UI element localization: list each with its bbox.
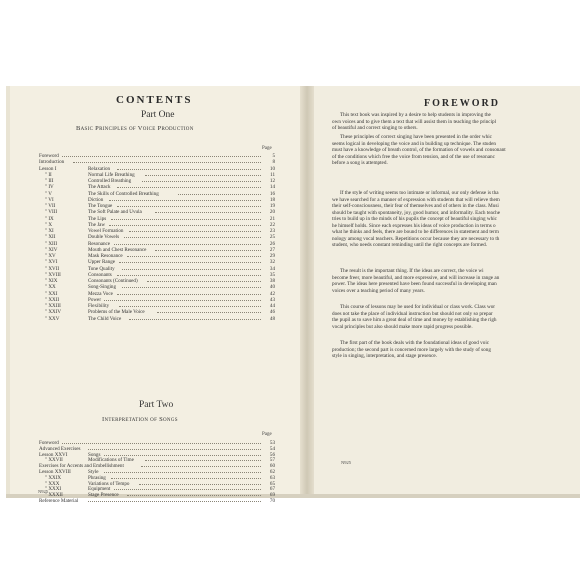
- contents-row-page: 32: [269, 259, 275, 266]
- contents-row-lesson: " XX: [45, 284, 56, 291]
- contents-row-lesson: " XVI: [45, 259, 58, 266]
- contents-row-title: Consonants: [88, 271, 112, 278]
- left-footer-code: N925: [38, 489, 48, 494]
- contents-row-lesson: " IV: [45, 184, 54, 191]
- contents-row-title: Flexibility: [88, 303, 110, 309]
- contents-row-leader: [104, 472, 261, 473]
- contents-row-lesson: " XV: [45, 253, 56, 259]
- foreword-line: voices over a teaching period of many years.: [332, 287, 425, 294]
- foreword-line: before a song is attempted.: [332, 160, 388, 167]
- contents-row-title: The Attack: [88, 184, 111, 191]
- contents-row-leader: [117, 187, 262, 188]
- contents-row-leader: [157, 312, 261, 313]
- contents-title: CONTENTS: [116, 94, 193, 106]
- foreword-paragraph: [332, 268, 578, 294]
- contents-row-lesson: " XXXII: [45, 492, 63, 499]
- contents-row-leader: [62, 443, 261, 444]
- contents-row-leader: [73, 162, 261, 163]
- contents-row-page: 70: [269, 498, 275, 504]
- contents-row-lesson: Lesson I: [39, 165, 57, 172]
- foreword-line: their self-consciousness, their fear of themselves and of others in the class. Musi: [332, 203, 499, 210]
- contents-row-leader: [88, 501, 261, 502]
- contents-row-lesson: " XIX: [45, 278, 58, 284]
- foreword-line: we have searched for a manner of expression with students that will relieve them: [332, 196, 500, 203]
- foreword-line: of beautiful and correct singing to others.: [332, 125, 418, 132]
- contents-row-title: The Lips: [88, 215, 107, 222]
- foreword-line: own voices and to give them a text that will assist them in teaching the principl: [332, 118, 497, 125]
- contents-row-title: The Soft Palate and Uvula: [88, 209, 142, 216]
- contents-row-page: 57: [269, 457, 275, 464]
- foreword-paragraph: [332, 340, 578, 360]
- foreword-paragraph: [332, 134, 578, 167]
- contents-row: [0, 178, 580, 184]
- contents-row-title: Style: [88, 469, 99, 475]
- contents-row-page: 16: [269, 190, 275, 197]
- foreword-line: style in singing, interpretation, and stage presence.: [332, 353, 438, 360]
- contents-row-title: Exercises for Accents and Embellishment: [39, 463, 124, 470]
- foreword-line: should be taught with spontaneity, joy, good humor, and informality. Each teache: [332, 209, 501, 216]
- contents-row-page: 56: [269, 451, 275, 458]
- contents-row-leader: [117, 275, 262, 276]
- contents-row-leader: [155, 250, 261, 251]
- contents-row: [0, 172, 580, 178]
- contents-row-lesson: " XII: [45, 234, 56, 241]
- contents-row-title: The Jaw: [88, 221, 106, 228]
- contents-row-lesson: " XVII: [45, 265, 60, 272]
- contents-row-leader: [178, 194, 261, 195]
- contents-row-leader: [111, 219, 261, 220]
- contents-row-page: 44: [269, 303, 275, 309]
- contents-row: [0, 259, 580, 265]
- contents-row-leader: [122, 269, 261, 270]
- foreword-line: tries to build up in the minds of his pupils the concept of beautiful singing whic: [332, 216, 497, 223]
- contents-row-title: Song-Singing: [88, 284, 117, 291]
- contents-row-page: 46: [269, 309, 275, 316]
- contents-row-title: Modifications of Time: [88, 457, 134, 464]
- contents-row-leader: [155, 212, 261, 213]
- contents-row-title: Variations of Tempo: [88, 480, 130, 487]
- contents-row-lesson: " XI: [45, 228, 54, 234]
- contents-row-title: Relaxation: [88, 165, 111, 172]
- contents-row-title: Diction: [88, 196, 104, 203]
- contents-row-page: 60: [269, 463, 275, 470]
- contents-row-leader: [109, 200, 261, 201]
- contents-row-page: 35: [269, 271, 275, 278]
- foreword-line: The first part of the book deals with the foundational ideas of good voic: [340, 340, 490, 346]
- contents-row-leader: [88, 449, 261, 450]
- contents-row: [0, 498, 580, 504]
- contents-row-lesson: " V: [45, 190, 52, 197]
- contents-row-leader: [129, 319, 261, 320]
- contents-row-page: 38: [269, 278, 275, 284]
- contents-row-page: 48: [269, 315, 275, 322]
- contents-row-page: 8: [272, 159, 275, 166]
- contents-row-leader: [117, 206, 262, 207]
- contents-row-title: Mask Resonance: [88, 253, 123, 259]
- foreword-line: vocal principles but also should make more rapid progress possible.: [332, 323, 473, 330]
- contents-row-title: Controlled Breathing: [88, 178, 132, 184]
- contents-row-page: 26: [269, 240, 275, 247]
- contents-row-page: 21: [269, 215, 275, 222]
- contents-row-lesson: Lesson XXVI: [39, 451, 68, 458]
- contents-row-lesson: " XXV: [45, 315, 60, 322]
- foreword-line: If the style of writing seems too intimate or informal, our only defense is tha: [340, 190, 499, 196]
- contents-row-leader: [147, 281, 261, 282]
- contents-row-page: 23: [269, 228, 275, 234]
- part-one-heading: Part One: [141, 110, 175, 120]
- contents-row-leader: [124, 237, 261, 238]
- contents-row-title: Introduction: [39, 159, 65, 166]
- contents-row-lesson: " XXIV: [45, 309, 62, 316]
- foreword-line: the pupil as to save him a great deal of time and money by establishing the righ: [332, 317, 497, 324]
- contents-row-lesson: " XXVII: [45, 457, 63, 464]
- contents-row-page: 67: [269, 486, 275, 493]
- contents-row-title: Upper Range: [88, 259, 116, 266]
- contents-row-leader: [119, 306, 261, 307]
- contents-row-leader: [145, 460, 261, 461]
- contents-row-title: Double Vowels: [88, 234, 120, 241]
- contents-row-page: 54: [269, 445, 275, 452]
- contents-row-lesson: " XXIX: [45, 474, 62, 481]
- contents-row-page: 11: [270, 171, 275, 178]
- part-two-subtitle: Interpretation of Songs: [102, 416, 178, 423]
- contents-row-title: Tone Quality: [88, 265, 115, 272]
- part-one-subtitle: Basic Principles of Voice Production: [76, 125, 194, 132]
- contents-row-lesson: " XXX: [45, 480, 60, 487]
- part-one-page-label: Page: [262, 146, 272, 151]
- contents-row-leader: [104, 455, 261, 456]
- contents-row-title: Normal Life Breathing: [88, 171, 135, 178]
- contents-row-title: Power: [88, 296, 102, 303]
- contents-row-page: 12: [269, 178, 275, 184]
- foreword-line: student, who needs constant reminding until the right concepts are formed.: [332, 242, 488, 249]
- foreword-line: This course of lessons may be used for individual or class work. Class wor: [340, 304, 496, 310]
- contents-row-page: 69: [269, 492, 275, 499]
- contents-row: [0, 297, 580, 303]
- foreword-line: what he thinks and feels, there are bound to be differences in statement and term: [332, 229, 499, 236]
- contents-row-page: 10: [269, 165, 275, 172]
- contents-row-page: 65: [269, 480, 275, 487]
- contents-row-title: Equipment: [88, 486, 111, 493]
- contents-row-leader: [117, 169, 262, 170]
- contents-row-page: 34: [269, 265, 275, 272]
- contents-row-lesson: " XIV: [45, 246, 58, 253]
- contents-row-page: 53: [269, 440, 275, 446]
- contents-row-lesson: " XXII: [45, 296, 60, 303]
- contents-row-lesson: Lesson XXVIII: [39, 469, 71, 475]
- contents-row-leader: [104, 300, 261, 301]
- foreword-line: must have a knowledge of breath control, of the formation of vowels and consonant: [332, 147, 506, 154]
- contents-row-lesson: " VIII: [45, 209, 58, 216]
- contents-row-title: Reference Material: [39, 498, 79, 504]
- foreword-line: power. The ideas here presented have been found successful in developing man: [332, 281, 497, 288]
- foreword-line: The result is the important thing. If the ideas are correct, the voice wi: [340, 268, 484, 274]
- foreword-line: become freer, more beautiful, and more expressive, and will increase in range an: [332, 274, 500, 281]
- contents-row-leader: [119, 262, 261, 263]
- contents-row-leader: [127, 256, 261, 257]
- foreword-line: These principles of correct singing have been presented in the order whic: [340, 134, 492, 140]
- foreword-line: production; the second part is concerned more largely with the study of song: [332, 346, 491, 353]
- contents-row-page: 40: [269, 284, 275, 291]
- contents-row-lesson: " VI: [45, 196, 54, 203]
- contents-row-page: 29: [269, 253, 275, 259]
- part-two-heading: Part Two: [139, 400, 174, 410]
- foreword-paragraph: [332, 304, 578, 330]
- contents-row-leader: [141, 466, 261, 467]
- contents-row-leader: [117, 294, 262, 295]
- contents-row-title: The Tongue: [88, 203, 113, 209]
- right-footer-code: N925: [341, 460, 351, 465]
- contents-row-title: Consonants (Continued): [88, 278, 138, 284]
- contents-row-leader: [109, 225, 261, 226]
- contents-row-page: 25: [269, 234, 275, 241]
- contents-row-lesson: " III: [45, 178, 54, 184]
- contents-row-page: 62: [269, 469, 275, 475]
- contents-row-lesson: " XXI: [45, 290, 58, 297]
- contents-row-page: 14: [269, 184, 275, 191]
- contents-row-page: 27: [269, 246, 275, 253]
- contents-row-leader: [114, 489, 261, 490]
- contents-row-lesson: " XXIII: [45, 303, 61, 309]
- foreword-line: This text book was inspired by a desire to help students in improving the: [340, 112, 491, 118]
- foreword-line: of the conditions which free the voice from tension, and of the use of resonanc: [332, 153, 495, 160]
- contents-row: [0, 253, 580, 259]
- contents-row-leader: [142, 181, 261, 182]
- contents-row-lesson: " IX: [45, 215, 54, 222]
- contents-row-title: Foreword: [39, 440, 59, 446]
- contents-row-page: 22: [269, 221, 275, 228]
- contents-row-leader: [62, 156, 261, 157]
- contents-row-lesson: " XVIII: [45, 271, 61, 278]
- contents-row-page: 19: [269, 203, 275, 209]
- contents-row-title: Advanced Exercises: [39, 445, 81, 452]
- foreword-paragraph: [332, 112, 578, 132]
- foreword-line: he himself holds. Since each expresses his ideas of voice production in terms o: [332, 222, 496, 229]
- foreword-paragraph: [332, 190, 578, 249]
- contents-row-page: 18: [269, 196, 275, 203]
- contents-row-title: Mezza Voce: [88, 290, 113, 297]
- contents-row-title: Vowel Formation: [88, 228, 124, 234]
- contents-row-title: Resonance: [88, 240, 111, 247]
- contents-row-lesson: " II: [45, 171, 52, 178]
- contents-row-page: 63: [269, 474, 275, 481]
- foreword-line: does not take the place of individual instruction but should not only so prepar: [332, 310, 493, 317]
- contents-row-lesson: " X: [45, 221, 53, 228]
- contents-row-title: Foreword: [39, 153, 59, 159]
- contents-row-leader: [145, 175, 261, 176]
- foreword-title: FOREWORD: [424, 98, 500, 109]
- contents-row-page: 43: [269, 296, 275, 303]
- contents-row-title: The Child Voice: [88, 315, 122, 322]
- contents-row-leader: [122, 287, 261, 288]
- contents-row-page: 20: [269, 209, 275, 216]
- contents-row-leader: [139, 484, 261, 485]
- contents-row-lesson: " VII: [45, 203, 56, 209]
- contents-row-title: Mouth and Chest Resonance: [88, 246, 147, 253]
- contents-row-leader: [129, 231, 261, 232]
- contents-row-title: The Skills of Controlled Breathing: [88, 190, 159, 197]
- part-two-page-label: Page: [262, 432, 272, 437]
- contents-row-title: Songs: [88, 451, 101, 458]
- contents-row-leader: [127, 495, 261, 496]
- contents-row-page: 42: [269, 290, 275, 297]
- contents-row-title: Phrasing: [88, 474, 106, 481]
- contents-row-lesson: " XXXI: [45, 486, 62, 493]
- contents-row-lesson: " XIII: [45, 240, 58, 247]
- foreword-line: seems logical in developing the voice and in building up technique. The studen: [332, 140, 496, 147]
- contents-row-title: Problems of the Male Voice: [88, 309, 145, 316]
- contents-row-title: Stage Presence: [88, 492, 119, 499]
- contents-row-page: 5: [272, 153, 275, 159]
- contents-row-leader: [111, 478, 261, 479]
- contents-row-leader: [114, 244, 261, 245]
- foreword-line: nology among vocal teachers. Repetitions occur because they are necessary to th: [332, 235, 500, 242]
